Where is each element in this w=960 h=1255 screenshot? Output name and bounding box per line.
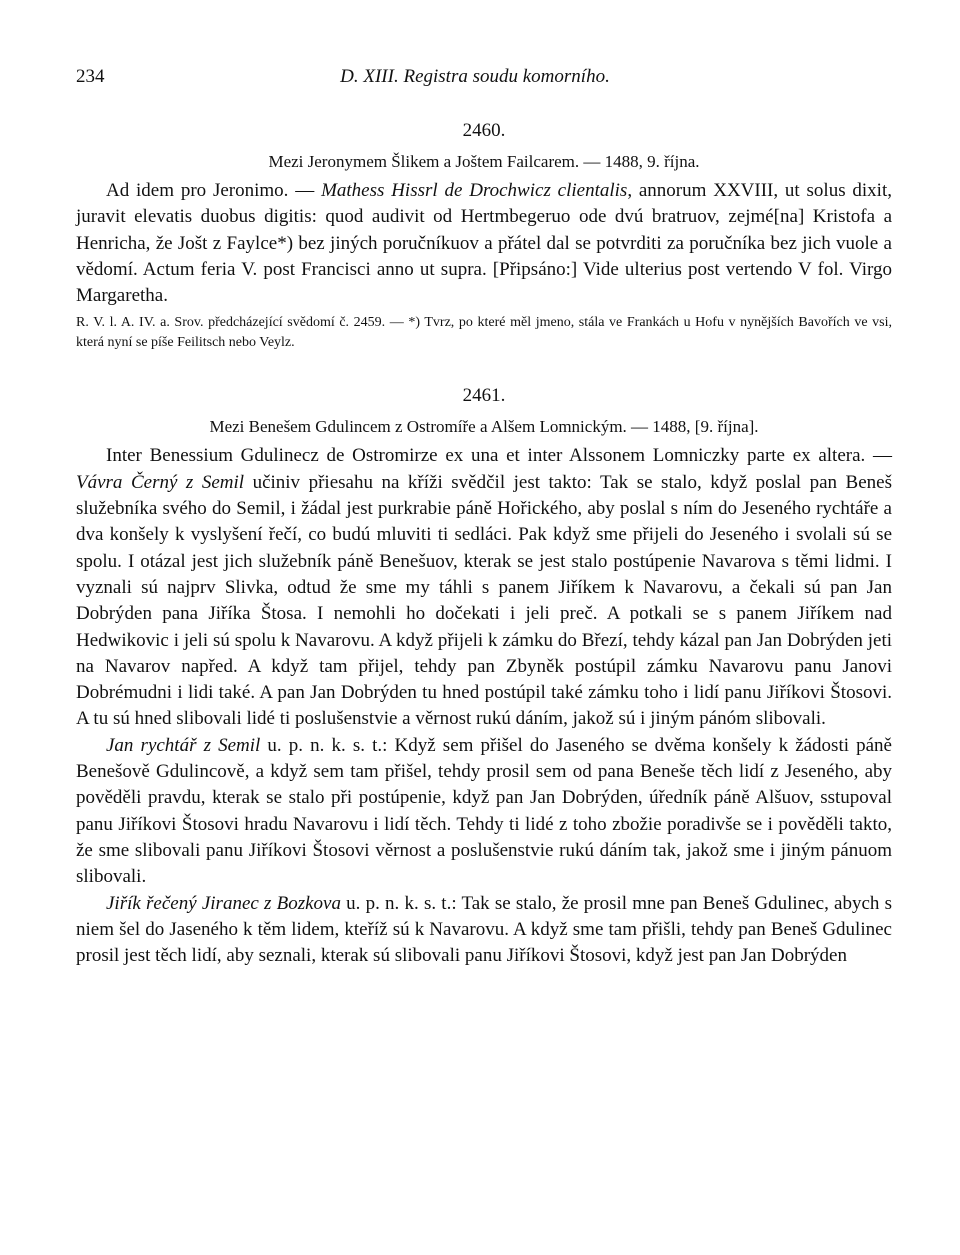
- page-content: [76, 118, 892, 969]
- entry-paragraph: [76, 178, 892, 309]
- entry-paragraph: [76, 733, 892, 891]
- entry-heading: Mezi Benešem Gdulincem z Ostromíře a Alšem Lomnickým. — 1488, [9. října].: [209, 417, 759, 437]
- witness-name: Mathess Hissrl de Drochwicz clientalis: [321, 180, 628, 201]
- entry-2461: [76, 383, 892, 969]
- running-title: D. XIII. Registra soudu komorního.: [340, 66, 610, 87]
- paragraph-text: učiniv přiesahu na kříži svědčil jest takto: Tak se stalo, když poslal pan Beneš služebníka svého do Semil, i žádal jest purkrabie páně Hořického, aby poslal s ním do Jeseného rychtáře a dva konšely k vyslyšení řečí, co budú mluviti ti sedláci. Pak když sme přijeli do Jeseného i svolali sú se spolu. I otázal jest jich služebník páně Benešuov, kterak se jest stalo postúpenie Navarova s těmi lidmi. I vyznali sú najprv Slivka, odtud že sme my táhli s panem Jiříkem k Navarovu, a čekali sú pan Jan Dobrýden pana Jiříka Štosa. I nemohli ho dočekati i jeli preč. A potkali se s panem Jiříkem nad Hedwikovic i jeli sú spolu k Navarovu. A když přijeli k zámku do Březí, tehdy kázal pan Jan Dobrýden jeti na Navarov napřed. A když tam přijel, tehdy pan Zbyněk postúpil zámku Navarovu panu Janovi Dobrémudni i lidi také. A pan Jan Dobrýden tu hned postúpil také zámku toho i lidí panu Jiříkovi Štosovi. A tu sú hned slibovali lidé ti poslušenstvie a věrnost rukú dáním, jakož sú i jiným pánóm slibovali.: [76, 471, 892, 730]
- page-number: 234: [76, 66, 105, 87]
- paragraph-text: , annorum XXVIII, ut solus dixit, juravit elevatis duobus digitis: quod audivit od Hertmbegeruo ode dvú bratruov, zejmé[na] Kristofa a Henricha, že Jošt z Faylce*) bez jiných poručníkuov a přátel dal se potvrditi za poručníka bez jich vuole a vědomí. Actum feria V. post Francisci anno ut supra. [Připsáno:] Vide ulterius post vertendo V fol. Virgo Margaretha.: [76, 180, 892, 307]
- witness-name: Jiřík řečený Jiranec z Bozkova: [106, 892, 341, 914]
- witness-name: Vávra Černý z Semil: [76, 471, 245, 493]
- entry-notes: R. V. l. A. IV. a. Srov. předcházející svědomí č. 2459. — *) Tvrz, po které měl jmeno, stála ve Frankách u Hofu v nynějších Bavořích ve vsi, která nyní se píše Feilitsch nebo Veylz.: [76, 315, 892, 351]
- entry-paragraph: [76, 891, 892, 970]
- page-header: [76, 66, 874, 90]
- witness-name: Jan rychtář z Semil: [106, 734, 261, 756]
- paragraph-lead: Inter Benessium Gdulinecz de Ostromirze ex una et inter Alssonem Lomniczky parte ex altera. —: [106, 445, 892, 467]
- entry-heading: Mezi Jeronymem Šlikem a Joštem Failcarem. — 1488, 9. října.: [268, 152, 700, 171]
- entry-number: 2460.: [462, 120, 506, 141]
- paragraph-text: u. p. n. k. s. t.: Tak se stalo, že prosil mne pan Beneš Gdulinec, abych s niem šel do Jaseného k těm lidem, kteříž sú k Navarovu. A když sme tam přišli, tehdy pan Beneš Gdulinec prosil jest těch lidí, aby seznali, kterak sú slibovali panu Jiříkovi Štosovi, když jest pan Jan Dobrýden: [76, 892, 892, 967]
- entry-paragraph: [76, 443, 892, 732]
- paragraph-text: u. p. n. k. s. t.: Když sem přišel do Jaseného se dvěma konšely k žádosti páně Benešově Gdulincově, a když sem tam přišel, tehdy prosil sem od pana Beneše těch lidí z Jeseného, aby pověděli pravdu, kterak se stalo při postúpenie, když pan Jan Dobrýden, úředník páně Alšuov, sstupoval panu Jiříkovi Štosovi hradu Navarovu i lidí těch. Tehdy ti lidé z toho zbožie poradivše se i pověděli takto, že sme slibovali panu Jiříkovi Štosovi věrnost a poslušenstvie rukú dáním tak, jakož sme i jiným pánuom slibovali.: [76, 734, 892, 888]
- paragraph-lead: Ad idem pro Jeronimo. —: [106, 180, 322, 201]
- entry-number: 2461.: [462, 385, 506, 407]
- entry-2460: [76, 118, 892, 353]
